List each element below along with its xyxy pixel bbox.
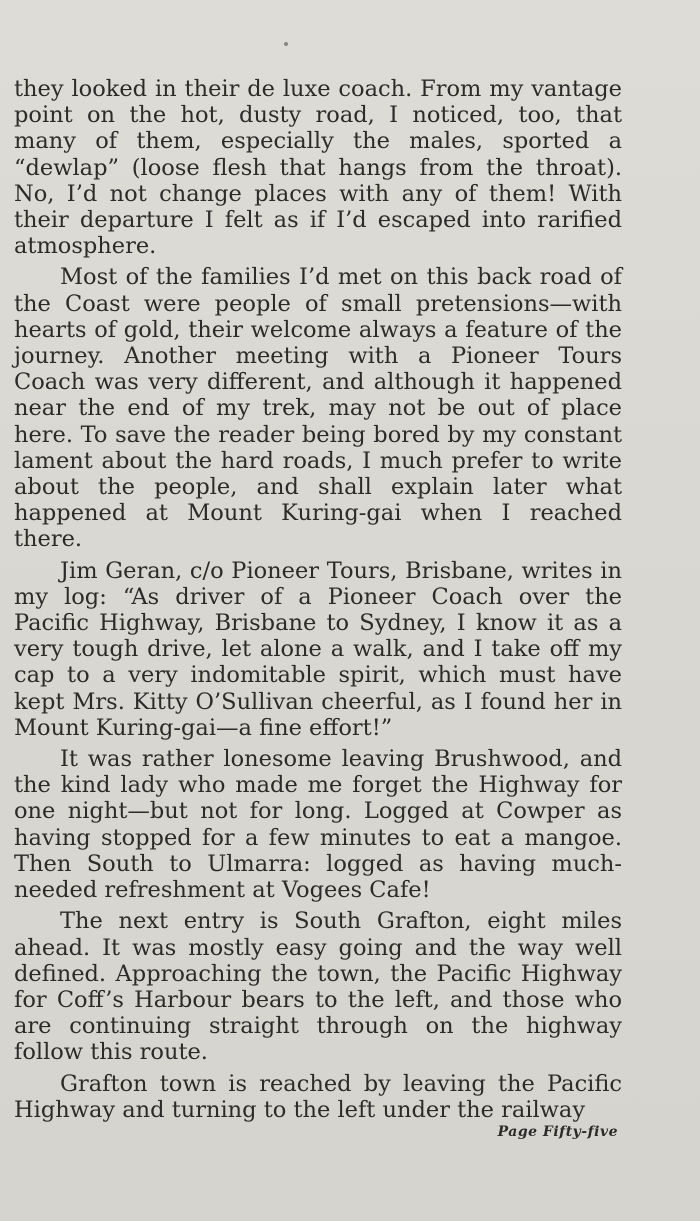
paragraph-4: It was rather lonesome leaving Brushwood, and the kind lady who made me forget the Highway for one night—but not for long. Logged at Cowper as having stopped for a few minutes to eat a mangoe. Then South to Ulmarra: logged as having much-needed refreshment at Vogees Cafe! (14, 746, 622, 904)
paragraph-3: Jim Geran, c/o Pioneer Tours, Brisbane, writes in my log: “As driver of a Pioneer Coach over the Pacific Highway, Brisbane to Sydney, I know it as a very tough drive, let alone a walk, and I take off my cap to a very indomitable spirit, which must have kept Mrs. Kitty O’Sullivan cheerful, as I found her in Mount Kuring-gai—a fine effort!” (14, 557, 622, 741)
page-number: Page Fifty-five (497, 1124, 618, 1140)
print-speck (284, 42, 288, 46)
paragraph-6: Grafton town is reached by leaving the Pacific Highway and turning to the left under the railway (14, 1070, 622, 1123)
paragraph-5: The next entry is South Grafton, eight miles ahead. It was mostly easy going and the way well defined. Approaching the town, the Pacific Highway for Coff’s Harbour bears to the left, and those who are continuing straight through on the highway follow this route. (14, 908, 622, 1066)
paragraph-2: Most of the families I’d met on this back road of the Coast were people of small pretensions—with hearts of gold, their welcome always a feature of the journey. Another meeting with a Pioneer Tours Coach was very different, and although it happened near the end of my trek, may not be out of place here. To save the reader being bored by my constant lament about the hard roads, I much prefer to write about the people, and shall explain later what happened at Mount Kuring-gai when I reached there. (14, 264, 622, 553)
body-text (14, 76, 622, 1128)
paragraph-1: they looked in their de luxe coach. From my vantage point on the hot, dusty road, I noticed, too, that many of them, especially the males, sported a “dewlap” (loose flesh that hangs from the throat). No, I’d not change places with any of them! With their departure I felt as if I’d escaped into rarified atmosphere. (14, 76, 622, 260)
